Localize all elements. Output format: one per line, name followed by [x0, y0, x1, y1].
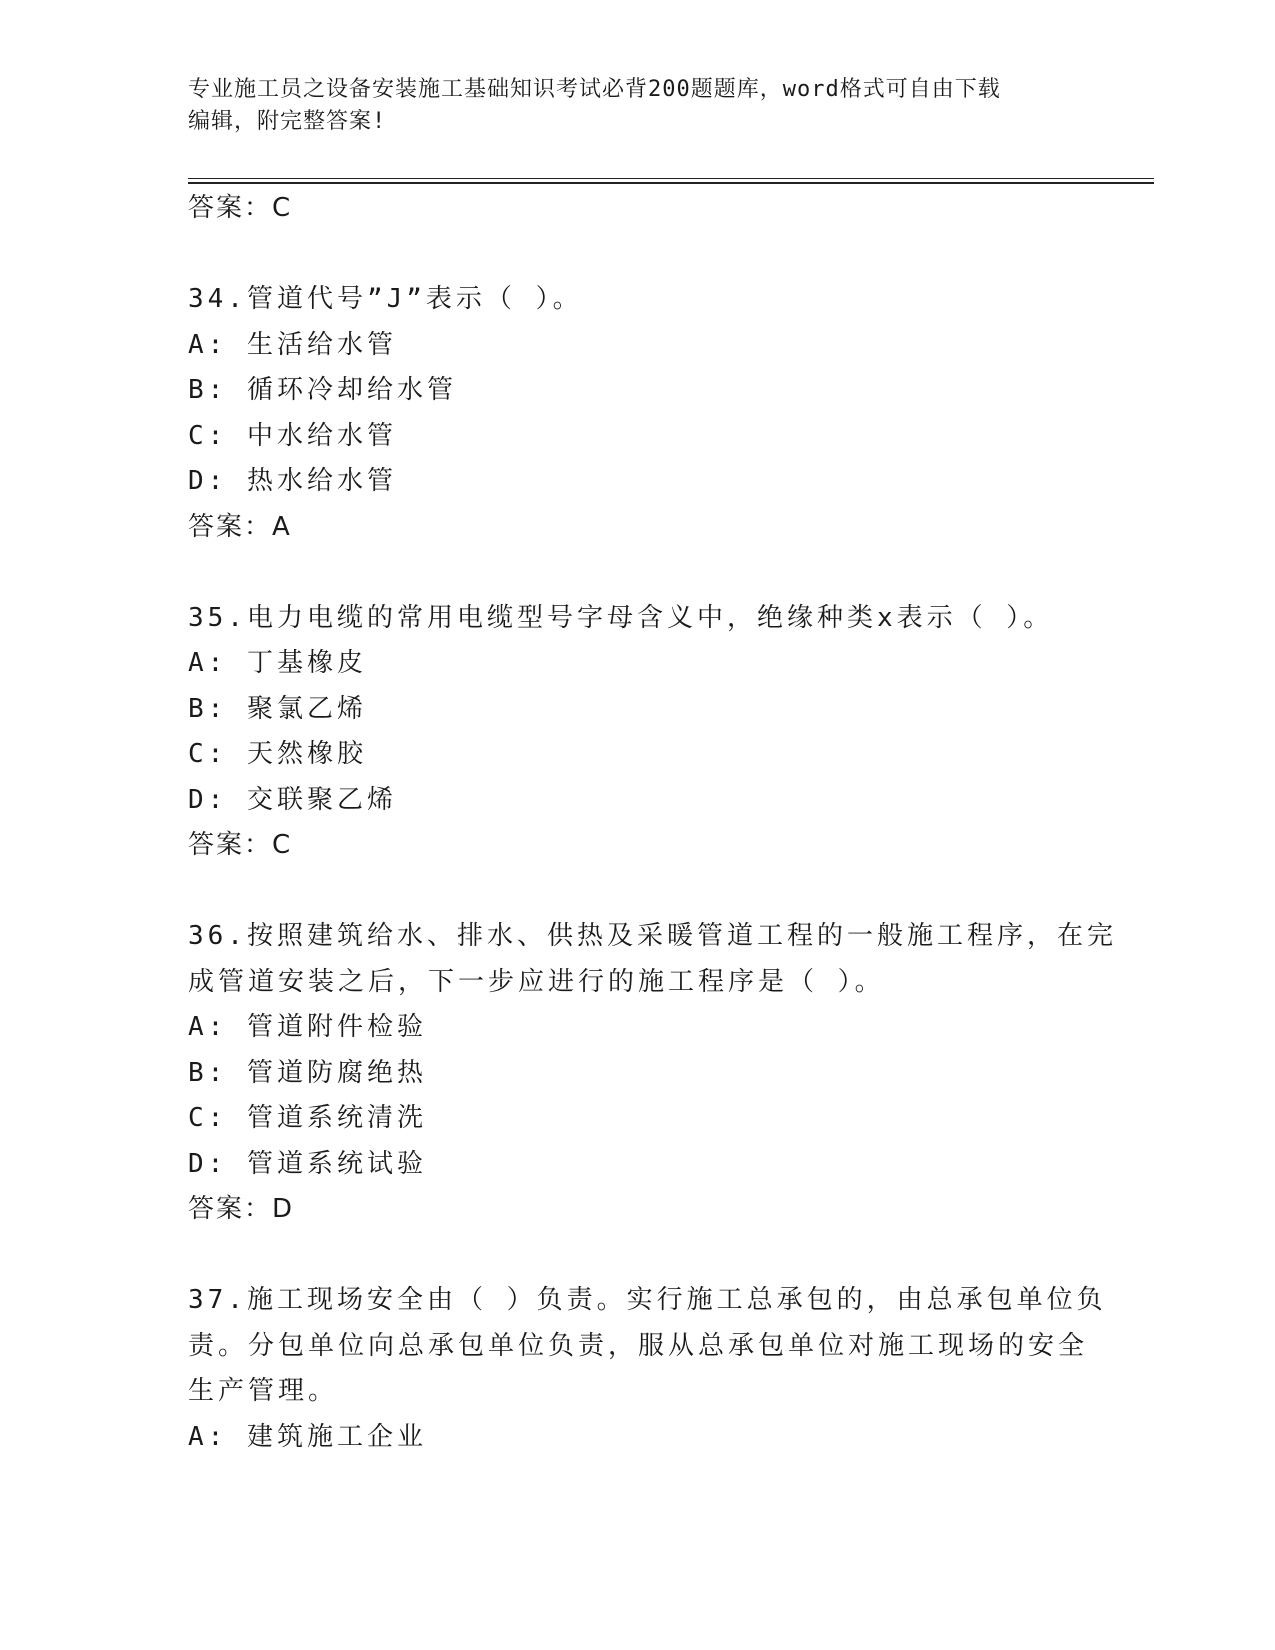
header-line-1: 专业施工员之设备安装施工基础知识考试必背200题题库，word格式可自由下载 — [188, 77, 1001, 102]
spacer — [188, 869, 1088, 915]
option-d: D: 管道系统试验 — [188, 1148, 427, 1179]
question-stem-line-1: 36.按照建筑给水、排水、供热及采暖管道工程的一般施工程序，在完 — [188, 921, 1117, 951]
option-a: A: 生活给水管 — [188, 329, 397, 360]
question-stem-line-2: 成管道安装之后，下一步应进行的施工程序是（ ）。 — [188, 966, 885, 997]
question-35 — [188, 596, 1088, 869]
answer: 答案：D — [188, 1194, 295, 1224]
option-c: C: 管道系统清洗 — [188, 1103, 427, 1133]
answer: 答案：C — [188, 830, 293, 860]
question-34 — [188, 277, 1088, 550]
option-a: A: 建筑施工企业 — [188, 1421, 427, 1452]
option-b: B: 聚氯乙烯 — [188, 693, 367, 724]
option-b: B: 管道防腐绝热 — [188, 1057, 427, 1088]
question-36 — [188, 914, 1117, 1233]
option-a: A: 管道附件检验 — [188, 1012, 427, 1042]
question-stem-line-1: 37.施工现场安全由（ ）负责。实行施工总承包的，由总承包单位负 — [188, 1285, 1107, 1315]
spacer — [188, 550, 1088, 596]
spacer — [188, 1233, 1088, 1279]
question-list — [188, 186, 1117, 1460]
question-stem: 35.电力电缆的常用电缆型号字母含义中，绝缘种类x表示（ ）。 — [188, 602, 1054, 633]
question-stem-line-2: 责。分包单位向总承包单位负责，服从总承包单位对施工现场的安全 — [188, 1330, 1089, 1361]
header-divider-thick — [188, 182, 1154, 184]
header-line-2: 编辑，附完整答案! — [188, 109, 387, 134]
option-d: D: 交联聚乙烯 — [188, 784, 397, 815]
spacer — [188, 232, 1088, 278]
header-divider-thin — [188, 178, 1154, 179]
option-c: C: 中水给水管 — [188, 420, 397, 451]
question-stem: 34.管道代号”J”表示（ ）。 — [188, 284, 583, 314]
option-b: B: 循环冷却给水管 — [188, 375, 457, 405]
option-a: A: 丁基橡皮 — [188, 648, 367, 678]
option-d: D: 热水给水管 — [188, 466, 397, 496]
question-stem-line-3: 生产管理。 — [188, 1376, 339, 1406]
answer: 答案：A — [188, 511, 292, 542]
option-c: C: 天然橡胶 — [188, 739, 367, 769]
answer-33: 答案：C — [188, 193, 293, 223]
question-37 — [188, 1278, 1107, 1460]
document-header — [188, 74, 1088, 138]
